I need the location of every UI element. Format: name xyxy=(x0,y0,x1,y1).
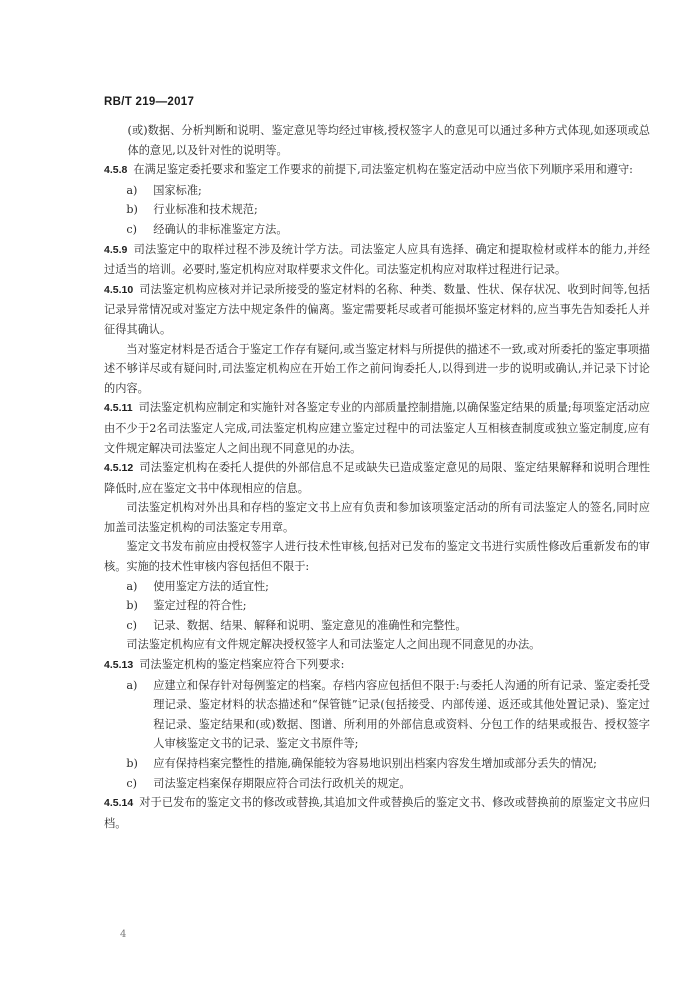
paragraph-text: (或)数据、分析判断和说明、鉴定意见等均经过审核,授权签字人的意见可以通过多种方式体现,如逐项或总体的意见,以及针对性的说明等。 xyxy=(127,124,650,157)
paragraph xyxy=(104,537,650,576)
clause-text: 司法鉴定机构的鉴定档案应符合下列要求: xyxy=(139,658,345,672)
paragraph-text: 鉴定文书发布前应由授权签字人进行技术性审核,包括对已发布的鉴定文书进行实质性修改后重新发布的审核。实施的技术性审核内容包括但不限于: xyxy=(104,540,650,574)
clause-4-5-10 xyxy=(104,280,650,340)
list-marker: a) xyxy=(126,678,138,692)
clause-text: 司法鉴定机构应制定和实施针对各鉴定专业的内部质量控制措施,以确保鉴定结果的质量;每项鉴定活动应由不少于2名司法鉴定人完成,司法鉴定机构应建立鉴定过程中的司法鉴定人互相核查制度或独立鉴定制度,应有文件规定解决司法鉴定人之间出现不同意见的办法。 xyxy=(104,401,650,455)
clause-number: 4.5.12 xyxy=(104,462,134,475)
list-text: 记录、数据、结果、解释和说明、鉴定意见的准确性和完整性。 xyxy=(153,618,467,632)
standard-code-header: RB/T 219—2017 xyxy=(104,96,195,108)
document-body xyxy=(104,121,650,833)
list-text: 鉴定过程的符合性; xyxy=(153,599,247,613)
clause-4-5-8 xyxy=(104,160,650,181)
clause-text: 对于已发布的鉴定文书的修改或替换,其追加文件或替换后的鉴定文书、修改或替换前的原鉴定文书应归档。 xyxy=(104,796,650,830)
list-marker: b) xyxy=(126,599,138,613)
clause-number: 4.5.13 xyxy=(104,659,134,672)
paragraph-text: 司法鉴定机构应有文件规定解决授权签字人和司法鉴定人之间出现不同意见的办法。 xyxy=(126,638,541,652)
clause-text: 在满足鉴定委托要求和鉴定工作要求的前提下,司法鉴定机构在鉴定活动中应当依下列顺序采用和遵守: xyxy=(133,163,633,177)
list-item xyxy=(104,616,650,636)
list-text: 使用鉴定方法的适宜性; xyxy=(153,579,269,593)
clause-number: 4.5.11 xyxy=(104,402,133,415)
list-marker: c) xyxy=(126,222,138,236)
paragraph xyxy=(104,635,650,655)
list-marker: a) xyxy=(126,579,138,593)
clause-number: 4.5.14 xyxy=(104,797,134,810)
clause-number: 4.5.10 xyxy=(104,283,134,296)
paragraph-text: 司法鉴定机构对外出具和存档的鉴定文书上应有负责和参加该项鉴定活动的所有司法鉴定人的签名,同时应加盖司法鉴定机构的司法鉴定专用章。 xyxy=(104,501,650,534)
list-text: 应有保持档案完整性的措施,确保能较为容易地识别出档案内容发生增加或部分丢失的情况; xyxy=(153,757,597,770)
list-marker: b) xyxy=(126,203,138,217)
paragraph xyxy=(104,121,650,160)
clause-4-5-11 xyxy=(104,398,650,458)
list-item xyxy=(104,577,650,597)
paragraph-text: 当对鉴定材料是否适合于鉴定工作存有疑问,或当鉴定材料与所提供的描述不一致,或对所委托的鉴定事项描述不够详尽或有疑问时,司法鉴定机构应在开始工作之前问询委托人,以得到进一步的说明或确认,并记录下讨论的内容。 xyxy=(104,342,650,395)
list-text: 行业标准和技术规范; xyxy=(153,203,258,217)
list-item xyxy=(104,774,650,794)
list-item xyxy=(104,676,650,754)
clause-number: 4.5.9 xyxy=(104,243,128,256)
list-item xyxy=(104,596,650,616)
paragraph xyxy=(104,340,650,399)
list-item xyxy=(104,200,650,220)
list-text: 应建立和保存针对每例鉴定的档案。存档内容应包括但不限于:与委托人沟通的所有记录、鉴定委托受理记录、鉴定材料的状态描述和“保管链”记录(包括接受、内部传递、返还或其他处置记录)、鉴定过程记录、鉴定结果和(或)数据、图谱、所利用的外部信息或资料、分包工作的结果或报告、授权签字人审核鉴定文书的记录、鉴定文书原件等; xyxy=(153,678,650,751)
clause-number: 4.5.8 xyxy=(104,164,128,177)
list-marker: c) xyxy=(126,776,138,790)
clause-4-5-14 xyxy=(104,793,650,833)
page-number: 4 xyxy=(120,929,127,940)
list-item xyxy=(104,220,650,240)
list-text: 司法鉴定档案保存期限应符合司法行政机关的规定。 xyxy=(153,776,411,790)
list-text: 国家标准; xyxy=(153,183,202,197)
clause-text: 司法鉴定中的取样过程不涉及统计学方法。司法鉴定人应具有选择、确定和提取检材或样本的能力,并经过适当的培训。必要时,鉴定机构应对取样要求文件化。司法鉴定机构应对取样过程进行记录。 xyxy=(104,242,650,277)
clause-text: 司法鉴定机构在委托人提供的外部信息不足或缺失已造成鉴定意见的局限、鉴定结果解释和说明合理性降低时,应在鉴定文书中体现相应的信息。 xyxy=(104,461,650,495)
list-marker: b) xyxy=(126,757,138,770)
list-text: 经确认的非标准鉴定方法。 xyxy=(153,222,288,236)
list-item xyxy=(104,181,650,201)
list-marker: c) xyxy=(126,618,138,632)
clause-4-5-12 xyxy=(104,458,650,498)
clause-4-5-9 xyxy=(104,240,650,280)
paragraph xyxy=(104,498,650,537)
clause-text: 司法鉴定机构应核对并记录所接受的鉴定材料的名称、种类、数量、性状、保存状况、收到时间等,包括记录异常情况或对鉴定方法中规定条件的偏离。鉴定需要耗尽或者可能损坏鉴定材料的,应当事先告知委托人并征得其确认。 xyxy=(104,282,650,336)
list-marker: a) xyxy=(126,183,138,197)
clause-4-5-13 xyxy=(104,655,650,676)
list-item xyxy=(104,754,650,774)
